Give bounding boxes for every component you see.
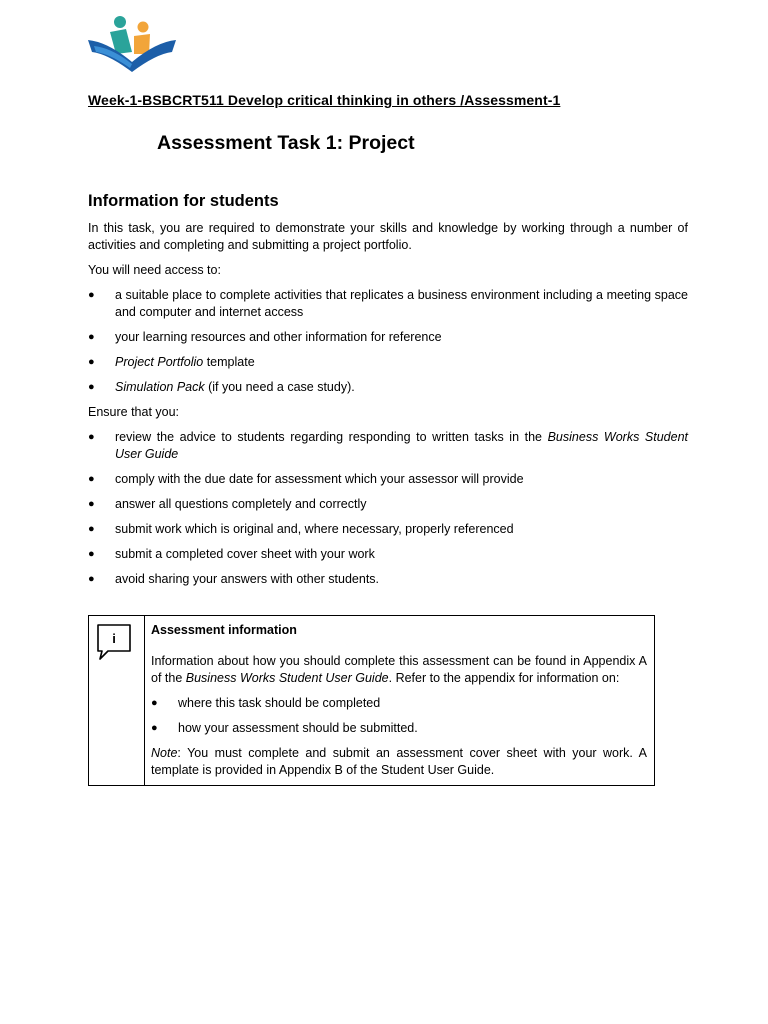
info-list [151, 695, 647, 737]
bullet-icon: ● [88, 548, 95, 560]
info-icon-letter: i [112, 631, 116, 646]
bullet-icon: ● [151, 697, 158, 709]
info-note: Note: You must complete and submit an assessment cover sheet with your work. A template is provided in Appendix B of the Student User Guide. [151, 746, 647, 777]
list-item: ● Project Portfolio template [88, 355, 255, 369]
access-list [88, 287, 688, 396]
bullet-icon: ● [88, 573, 95, 585]
list-item: ● Simulation Pack (if you need a case study). [88, 380, 355, 394]
task-title: Assessment Task 1: Project [157, 132, 415, 154]
list-item: ● how your assessment should be submitted. [151, 721, 418, 735]
list-item: ● answer all questions completely and correctly [88, 497, 367, 511]
main-content [88, 220, 688, 596]
list-item: ● submit a completed cover sheet with your work [88, 547, 375, 561]
list-item: ● comply with the due date for assessment which your assessor will provide [88, 472, 524, 486]
list-item: ● your learning resources and other information for reference [88, 330, 442, 344]
intro-paragraph: In this task, you are required to demonstrate your skills and knowledge by working through a number of activities and completing and submitting a project portfolio. [88, 221, 688, 252]
list-item: ● review the advice to students regarding responding to written tasks in the Business Works Student User Guide [88, 430, 688, 461]
bullet-icon: ● [88, 498, 95, 510]
list-item: ● where this task should be completed [151, 696, 381, 710]
info-speech-bubble-icon [96, 623, 132, 661]
assessment-info-box [88, 615, 655, 786]
section-heading: Information for students [88, 192, 279, 210]
bullet-icon: ● [88, 523, 95, 535]
organization-logo [86, 12, 178, 74]
ensure-intro: Ensure that you: [88, 405, 180, 419]
list-item: ● submit work which is original and, where necessary, properly referenced [88, 522, 514, 536]
bullet-icon: ● [88, 356, 95, 368]
bullet-icon: ● [88, 381, 95, 393]
bullet-icon: ● [88, 331, 95, 343]
bullet-icon: ● [88, 431, 95, 443]
info-paragraph: Information about how you should complete this assessment can be found in Appendix A of the Business Works Student User Guide. Refer to the appendix for information on: [151, 654, 647, 685]
bullet-icon: ● [88, 289, 95, 301]
bullet-icon: ● [88, 473, 95, 485]
list-item: ● a suitable place to complete activities that replicates a business environment including a meeting space and computer and internet access [88, 288, 688, 319]
info-icon-cell [89, 616, 145, 785]
access-intro: You will need access to: [88, 263, 221, 277]
info-box-body [145, 616, 654, 785]
bullet-icon: ● [151, 722, 158, 734]
info-box-title: Assessment information [151, 623, 297, 637]
week-heading: Week-1-BSBCRT511 Develop critical thinking in others /Assessment-1 [88, 92, 561, 108]
ensure-list [88, 429, 688, 588]
list-item: ● avoid sharing your answers with other students. [88, 572, 380, 586]
